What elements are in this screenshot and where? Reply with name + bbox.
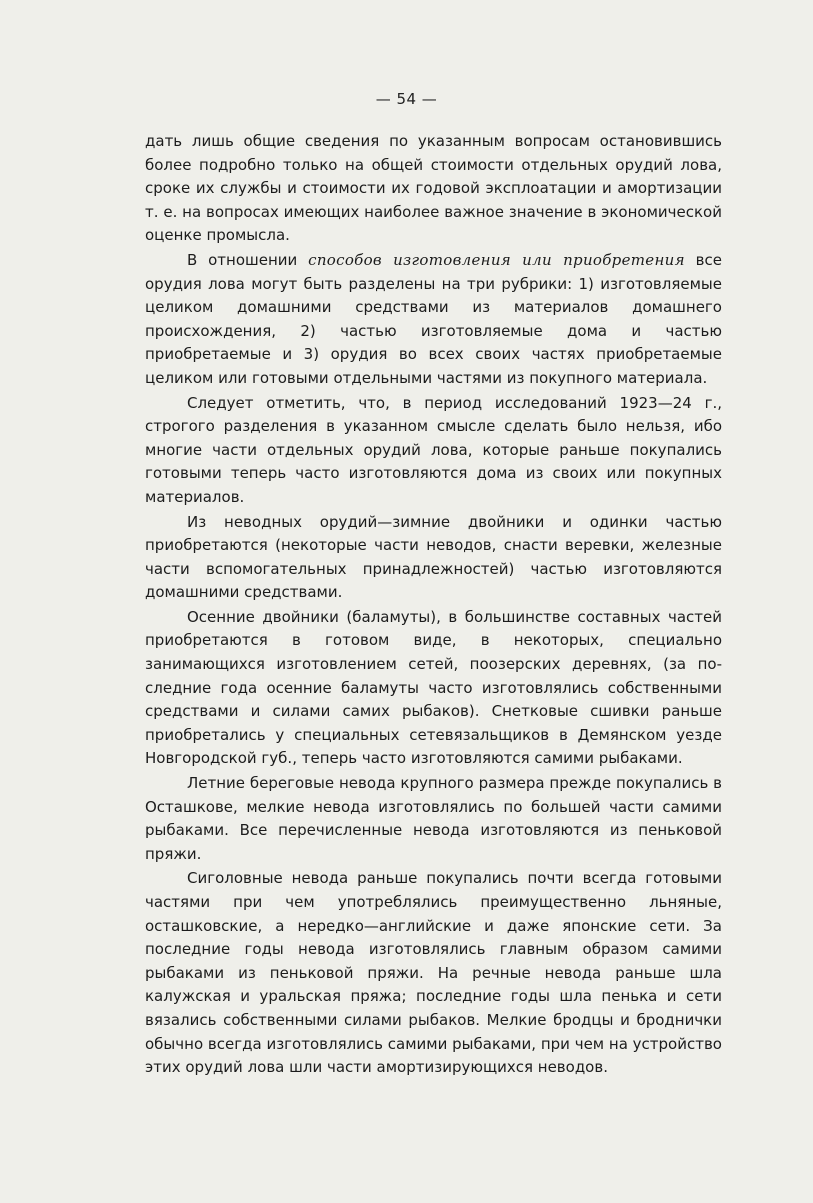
- paragraph-4: Из неводных орудий—зимние двойники и одинки частью приобретаются (некоторые части неводов, снасти веревки, железные части вспомогательных принадлежностей) частью изготовляются домашними средствами.: [145, 512, 722, 602]
- paragraph-7: Сиголовные невода раньше покупались почти всегда готовыми частями при чем употреблялись преимущественно льняные, осташковские, а нередко—английские и даже японские сети. За последние годы невода изготовлялись главным образом самими рыбаками из пеньковой пряжи. На речные невода раньше шла калужская и уральская пряжа; последние годы шла пенька и сети вязались собственными силами рыбаков. Мелкие бродцы и броднички обычно всегда изготовлялись самими рыбаками, при чем на устройство этих орудий лова шли части амортизирующихся неводов.: [145, 869, 722, 1077]
- paragraph-5: Осенние двойники (баламуты), в большинстве составных частей приобретаются в готовом виде, в некоторых, специально занимающихся изготовлением сетей, поозерских деревнях, (за последние года осенние баламуты часто изготовлялись собственными средствами и силами самих рыбаков). Снетковые сшивки раньше приобретались у специальных сетевязальщиков в Демянском уезде Новгородской губ., теперь часто изготовляются самими рыбаками.: [145, 607, 722, 768]
- paragraph-3: Следует отметить, что, в период исследований 1923—24 г., строгого разделения в указанном смысле сделать было нельзя, ибо многие части отдельных орудий лова, которые раньше покупались готовыми теперь часто изготовляются дома из своих или покупных материалов.: [145, 393, 722, 506]
- paragraph-2-rest: все орудия лова могут быть разделены на три рубрики: 1) изготовляемые целиком домашними средствами из материалов домашнего происхождения, 2) частью изготовляемые дома и частью приобретаемые и 3) орудия во всех своих частях приобретаемые целиком или готовыми отдельными частями из покупного материала.: [145, 250, 722, 387]
- body-text: [145, 130, 722, 1081]
- page-number: — 54 —: [375, 90, 438, 108]
- paragraph-2-emphasis: способов изготовления или приобретения: [308, 250, 685, 269]
- paragraph-6: Летние береговые невода крупного размера прежде покупались в Осташкове, мелкие невода изготовлялись по большей части самими рыбаками. Все перечисленные невода изготовляются из пеньковой пряжи.: [145, 774, 722, 863]
- paragraph-1: дать лишь общие сведения по указанным вопросам остановившись более подробно только на общей стоимости отдельных орудий лова, сроке их службы и стоимости их годовой эксплоатации и амортизации т. е. на вопросах имеющих наиболее важное значение в экономической оценке промысла.: [145, 132, 722, 245]
- paragraph-2-lead: В отношении: [187, 250, 309, 269]
- paragraph-2: [145, 249, 722, 391]
